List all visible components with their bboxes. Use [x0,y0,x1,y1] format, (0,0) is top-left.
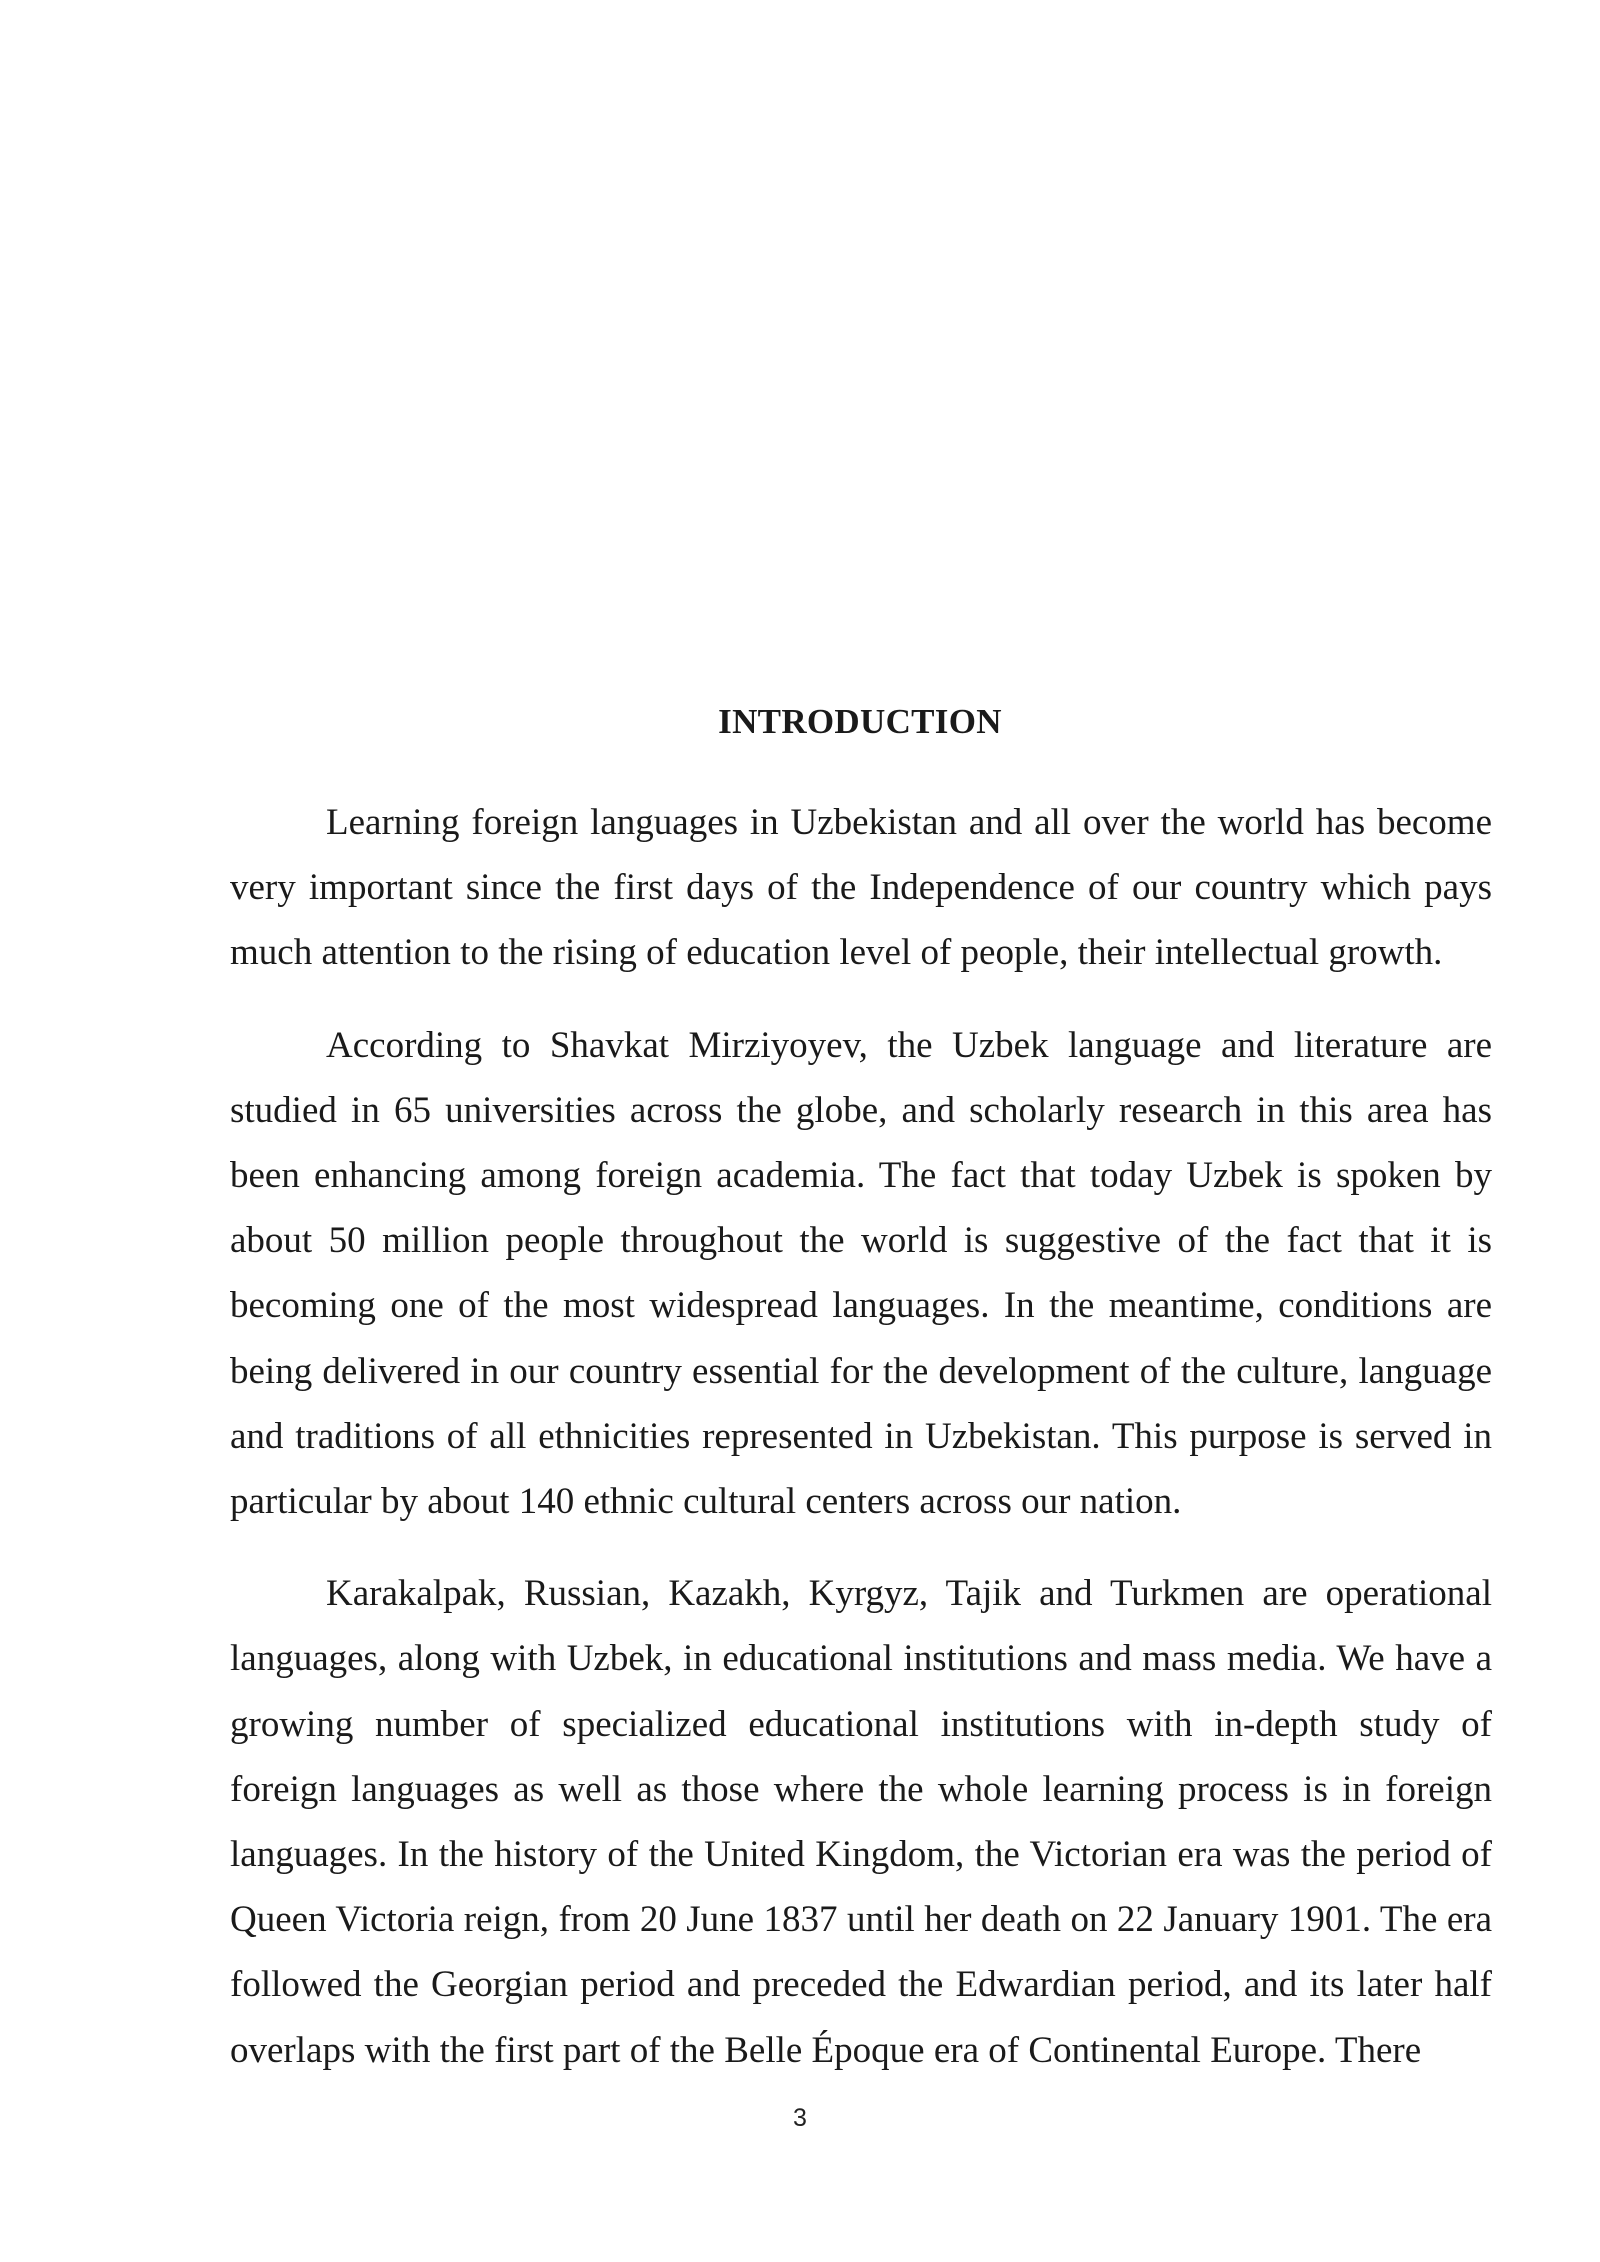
section-heading: INTRODUCTION [718,702,1002,741]
paragraph-1: Learning foreign languages in Uzbekistan and all over the world has become very important since the first days of the Independence of our country which pays much attention to the rising of education level of people, their intellectual growth. [230,802,1492,974]
paragraph-3: Karakalpak, Russian, Kazakh, Kyrgyz, Tajik and Turkmen are operational languages, along with Uzbek, in educational institutions and mass media. We have a growing number of specialized educational institutions with in-depth study of foreign languages as well as those where the whole learning process is in foreign languages. In the history of the United Kingdom, the Victorian era was the period of Queen Victoria reign, from 20 June 1837 until her death on 22 January 1901. The era followed the Georgian period and preceded the Edwardian period, and its later half overlaps with the first part of the Belle Époque era of Continental Europe. There [230,1573,1492,2071]
body-text [230,790,1492,2110]
paragraph-2: According to Shavkat Mirziyoyev, the Uzbek language and literature are studied in 65 universities across the globe, and scholarly research in this area has been enhancing among foreign academia. The fact that today Uzbek is spoken by about 50 million people throughout the world is suggestive of the fact that it is becoming one of the most widespread languages. In the meantime, conditions are being delivered in our country essential for the development of the culture, language and traditions of all ethnicities represented in Uzbekistan. This purpose is served in particular by about 140 ethnic cultural centers across our nation. [230,1024,1492,1523]
page-number: 3 [793,2104,807,2132]
